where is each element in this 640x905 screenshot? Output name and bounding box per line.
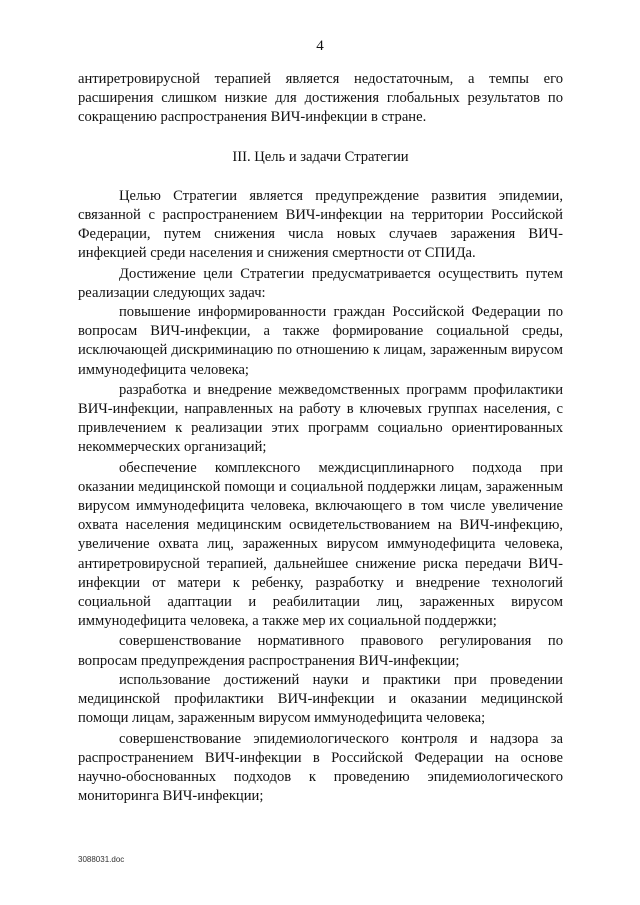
task-item-prevention-programs: разработка и внедрение межведомственных программ профилактики ВИЧ-инфекции, направленных на работу в ключевых группах населения, с привлечением к реализации этих программ социально ориентированных некоммерческих организаций; [78,381,563,456]
paragraph-continuation: антиретровирусной терапией является недостаточным, а темпы его расширения слишком низкие для достижения глобальных результатов по сокращению распространения ВИЧ-инфекции в стране. [78,71,563,126]
task-item-awareness: повышение информированности граждан Российской Федерации по вопросам ВИЧ-инфекции, а также формирование социальной среды, исключающей дискриминацию по отношению к лицам, зараженным вирусом иммунодефицита человека; [78,304,563,378]
page-number: 4 [316,38,324,54]
paragraph-goal: Целью Стратегии является предупреждение развития эпидемии, связанной с распространением ВИЧ-инфекции на территории Российской Федерации, путем снижения числа новых случаев заражения ВИЧ-инфекцией среди населения и снижения смертности от СПИДа. [78,187,563,262]
footer-filename: 3088031.doc [78,855,125,864]
task-item-regulation: совершенствование нормативного правового регулирования по вопросам предупреждения распространения ВИЧ-инфекции; [78,633,563,669]
section-heading: III. Цель и задачи Стратегии [232,148,409,165]
paragraph-tasks-intro: Достижение цели Стратегии предусматривается осуществить путем реализации следующих задач: [78,265,563,301]
task-item-science: использование достижений науки и практики при проведении медицинской профилактики ВИЧ-инфекции и оказании медицинской помощи лицам, зараженным вирусом иммунодефицита человека; [78,671,563,727]
task-item-comprehensive-approach: обеспечение комплексного междисциплинарного подхода при оказании медицинской помощи и социальной поддержки лицам, зараженным вирусом иммунодефицита человека, включающего в том числе увеличение охвата населения медицинским освидетельствованием на ВИЧ-инфекцию, увеличение охвата лиц, зараженных вирусом иммунодефицита человека, антиретровирусной терапией, дальнейшее снижение риска передачи ВИЧ-инфекции от матери к ребенку, разработку и внедрение технологий социальной адаптации и реабилитации лиц, зараженных вирусом иммунодефицита человека, а также мер их социальной поддержки; [78,459,563,630]
document-body [78,70,563,806]
task-item-epidemiological-control: совершенствование эпидемиологического контроля и надзора за распространением ВИЧ-инфекции в Российской Федерации на основе научно-обоснованных подходов к проведению эпидемиологического мониторинга ВИЧ-инфекции; [78,730,563,805]
